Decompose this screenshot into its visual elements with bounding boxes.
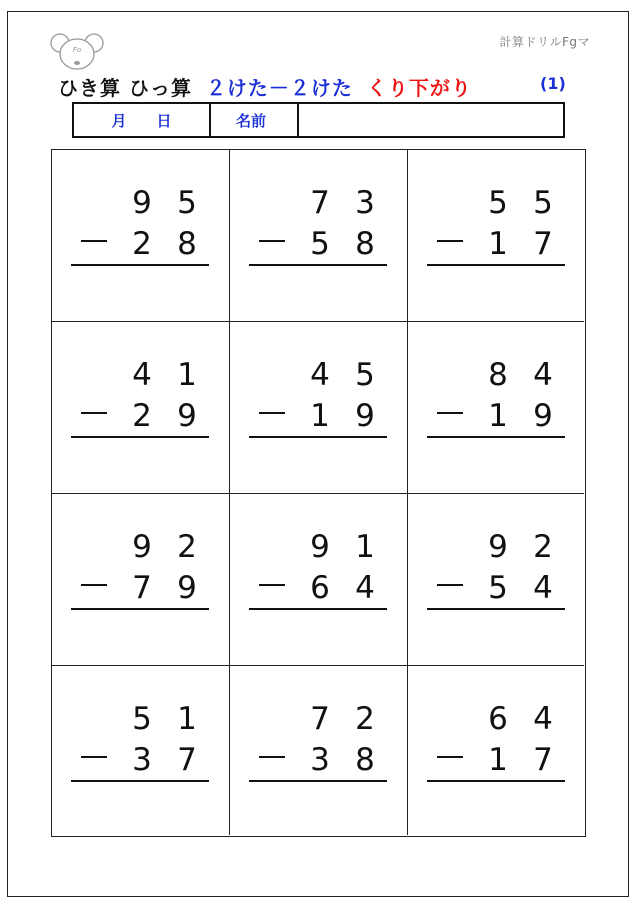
- minus-sign-icon: [437, 412, 463, 414]
- problem-6[interactable]: [408, 322, 584, 494]
- top-ones-digit: 4: [533, 701, 553, 737]
- top-ones-digit: 1: [355, 529, 375, 565]
- problem-4[interactable]: [52, 322, 230, 494]
- bottom-tens-digit: 6: [310, 570, 330, 606]
- top-ones-digit: 5: [355, 357, 375, 393]
- name-date-box: [72, 102, 565, 138]
- problem-9[interactable]: [408, 494, 584, 666]
- top-tens-digit: 9: [488, 529, 508, 565]
- bottom-ones-digit: 7: [177, 742, 197, 778]
- bottom-ones-digit: 7: [533, 742, 553, 778]
- bottom-ones-digit: 4: [355, 570, 375, 606]
- top-tens-digit: 9: [310, 529, 330, 565]
- minus-sign-icon: [81, 584, 107, 586]
- bottom-ones-digit: 9: [177, 398, 197, 434]
- minus-sign-icon: [259, 756, 285, 758]
- mouse-logo-icon: [49, 30, 105, 72]
- top-ones-digit: 5: [177, 185, 197, 221]
- answer-line: [249, 436, 387, 438]
- top-tens-digit: 6: [488, 701, 508, 737]
- top-tens-digit: 8: [488, 357, 508, 393]
- page-number: (1): [540, 74, 566, 93]
- title-part-subtraction: ひき算 ひっ算: [58, 76, 192, 100]
- answer-line: [427, 608, 565, 610]
- date-cell[interactable]: [74, 104, 211, 136]
- bottom-tens-digit: 3: [132, 742, 152, 778]
- minus-sign-icon: [259, 240, 285, 242]
- bottom-ones-digit: 4: [533, 570, 553, 606]
- answer-line: [249, 264, 387, 266]
- bottom-tens-digit: 1: [488, 226, 508, 262]
- problem-8[interactable]: [230, 494, 408, 666]
- top-ones-digit: 3: [355, 185, 375, 221]
- problem-grid: [51, 149, 586, 837]
- problem-7[interactable]: [52, 494, 230, 666]
- minus-sign-icon: [259, 584, 285, 586]
- top-ones-digit: 1: [177, 701, 197, 737]
- answer-line: [249, 608, 387, 610]
- answer-line: [71, 436, 209, 438]
- bottom-tens-digit: 3: [310, 742, 330, 778]
- bottom-ones-digit: 8: [355, 226, 375, 262]
- page-title: [58, 72, 472, 101]
- answer-line: [71, 780, 209, 782]
- bottom-tens-digit: 2: [132, 226, 152, 262]
- answer-line: [427, 780, 565, 782]
- top-ones-digit: 1: [177, 357, 197, 393]
- name-label: 名前: [211, 104, 299, 136]
- problem-2[interactable]: [230, 150, 408, 322]
- bottom-tens-digit: 1: [488, 742, 508, 778]
- answer-line: [71, 264, 209, 266]
- top-tens-digit: 7: [310, 185, 330, 221]
- top-tens-digit: 9: [132, 185, 152, 221]
- bottom-tens-digit: 5: [310, 226, 330, 262]
- bottom-ones-digit: 9: [355, 398, 375, 434]
- bottom-ones-digit: 9: [177, 570, 197, 606]
- answer-line: [249, 780, 387, 782]
- title-part-digits: ２けた－２けた: [205, 76, 353, 100]
- bottom-tens-digit: 7: [132, 570, 152, 606]
- bottom-ones-digit: 8: [355, 742, 375, 778]
- bottom-tens-digit: 1: [488, 398, 508, 434]
- minus-sign-icon: [437, 584, 463, 586]
- bottom-tens-digit: 2: [132, 398, 152, 434]
- bottom-ones-digit: 7: [533, 226, 553, 262]
- name-field[interactable]: [299, 104, 563, 136]
- site-name: 計算ドリルFgマ: [499, 35, 590, 49]
- minus-sign-icon: [437, 756, 463, 758]
- top-ones-digit: 2: [533, 529, 553, 565]
- top-ones-digit: 5: [533, 185, 553, 221]
- bottom-tens-digit: 5: [488, 570, 508, 606]
- top-tens-digit: 7: [310, 701, 330, 737]
- month-label: 月: [111, 111, 127, 130]
- bottom-tens-digit: 1: [310, 398, 330, 434]
- answer-line: [427, 264, 565, 266]
- top-ones-digit: 4: [533, 357, 553, 393]
- problem-11[interactable]: [230, 666, 408, 835]
- answer-line: [71, 608, 209, 610]
- minus-sign-icon: [437, 240, 463, 242]
- top-ones-digit: 2: [355, 701, 375, 737]
- top-tens-digit: 9: [132, 529, 152, 565]
- top-ones-digit: 2: [177, 529, 197, 565]
- problem-12[interactable]: [408, 666, 584, 835]
- problem-3[interactable]: [408, 150, 584, 322]
- problem-1[interactable]: [52, 150, 230, 322]
- bottom-ones-digit: 9: [533, 398, 553, 434]
- minus-sign-icon: [259, 412, 285, 414]
- minus-sign-icon: [81, 756, 107, 758]
- day-label: 日: [156, 111, 172, 130]
- logo-text: Fo: [72, 46, 82, 54]
- title-part-borrow: くり下がり: [366, 76, 472, 100]
- top-tens-digit: 4: [132, 357, 152, 393]
- top-tens-digit: 4: [310, 357, 330, 393]
- problem-10[interactable]: [52, 666, 230, 835]
- minus-sign-icon: [81, 412, 107, 414]
- bottom-ones-digit: 8: [177, 226, 197, 262]
- answer-line: [427, 436, 565, 438]
- minus-sign-icon: [81, 240, 107, 242]
- top-tens-digit: 5: [132, 701, 152, 737]
- top-tens-digit: 5: [488, 185, 508, 221]
- problem-5[interactable]: [230, 322, 408, 494]
